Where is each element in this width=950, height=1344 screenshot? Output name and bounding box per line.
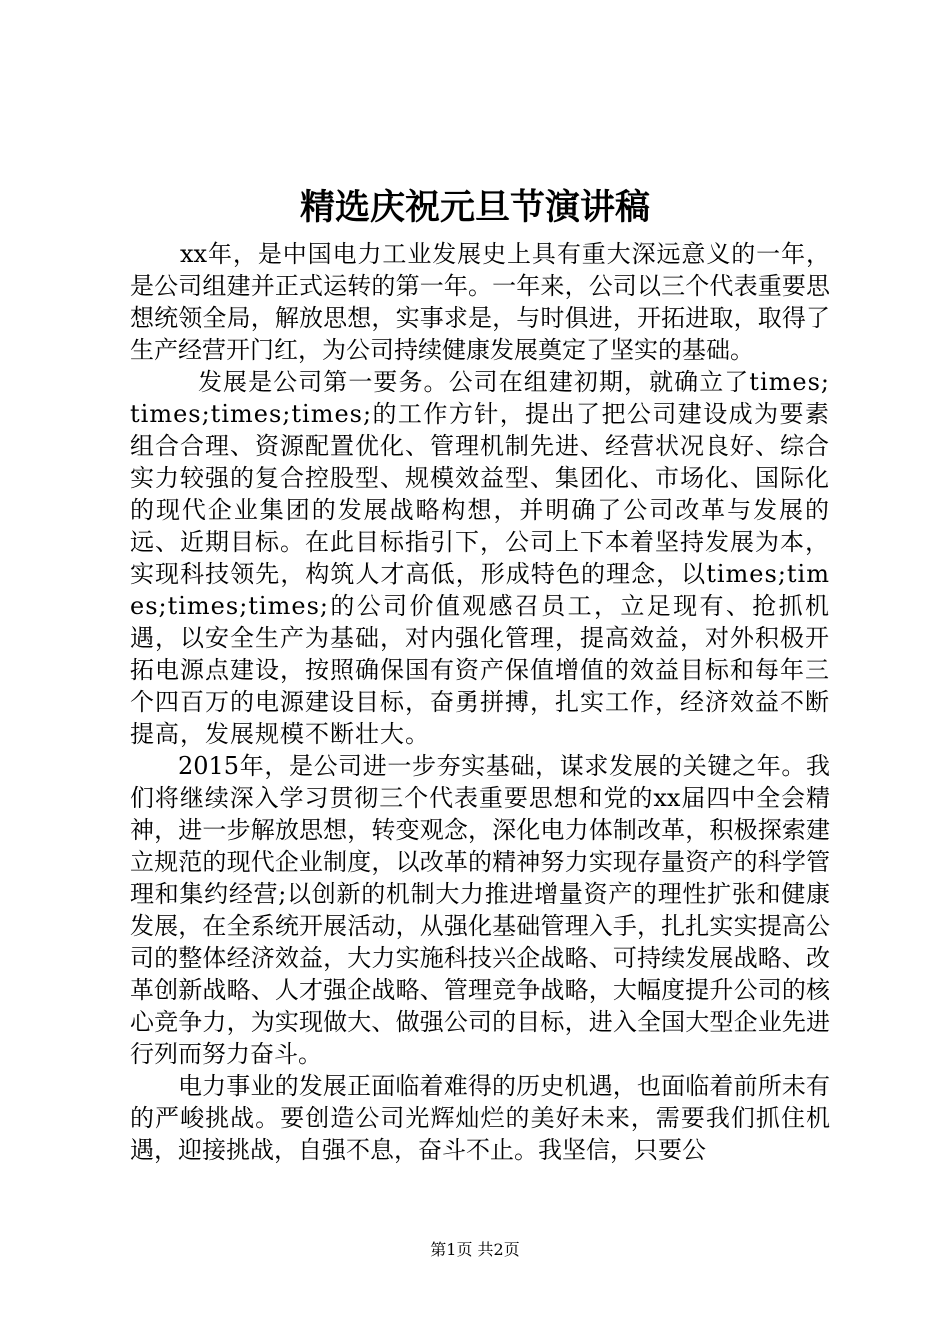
- paragraph-3: 2015年，是公司进一步夯实基础，谋求发展的关键之年。我们将继续深入学习贯彻三个代表重要思想和党的xx届四中全会精神，进一步解放思想，转变观念，深化电力体制改革，积极探索建立规范的现代企业制度，以改革的精神努力实现存量资产的科学管理和集约经营;以创新的机制大力推进增量资产的理性扩张和健康发展，在全系统开展活动，从强化基础管理入手，扎扎实实提高公司的整体经济效益，大力实施科技兴企战略、可持续发展战略、改革创新战略、人才强企战略、管理竞争战略，大幅度提升公司的核心竞争力，为实现做大、做强公司的目标，进入全国大型企业先进行列而努力奋斗。: [130, 752, 830, 1068]
- paragraph-4: 电力事业的发展正面临着难得的历史机遇，也面临着前所未有的严峻挑战。要创造公司光辉灿烂的美好未来，需要我们抓住机遇，迎接挑战，自强不息，奋斗不止。我坚信，只要公: [130, 1072, 830, 1164]
- document-body: [130, 238, 830, 1166]
- paragraph-1: xx年，是中国电力工业发展史上具有重大深远意义的一年，是公司组建并正式运转的第一年。一年来，公司以三个代表重要思想统领全局，解放思想，实事求是，与时俱进，开拓进取，取得了生产经营开门红，为公司持续健康发展奠定了坚实的基础。: [130, 240, 830, 364]
- paragraph-2: 发展是公司第一要务。公司在组建初期，就确立了times;times;times;times;的工作方针，提出了把公司建设成为要素组合合理、资源配置优化、管理机制先进、经营状况良好、综合实力较强的复合控股型、规模效益型、集团化、市场化、国际化的现代企业集团的发展战略构想，并明确了公司改革与发展的远、近期目标。在此目标指引下，公司上下本着坚持发展为本，实现科技领先，构筑人才高低，形成特色的理念，以times;times;times;times;的公司价值观感召员工，立足现有、抢抓机遇，以安全生产为基础，对内强化管理，提高效益，对外积极开拓电源点建设，按照确保国有资产保值增值的效益目标和每年三个四百万的电源建设目标，奋勇拼搏，扎实工作，经济效益不断提高，发展规模不断壮大。: [130, 368, 830, 748]
- page-number-footer: 第1页 共2页: [430, 1240, 520, 1259]
- document-title: 精选庆祝元旦节演讲稿: [299, 187, 650, 228]
